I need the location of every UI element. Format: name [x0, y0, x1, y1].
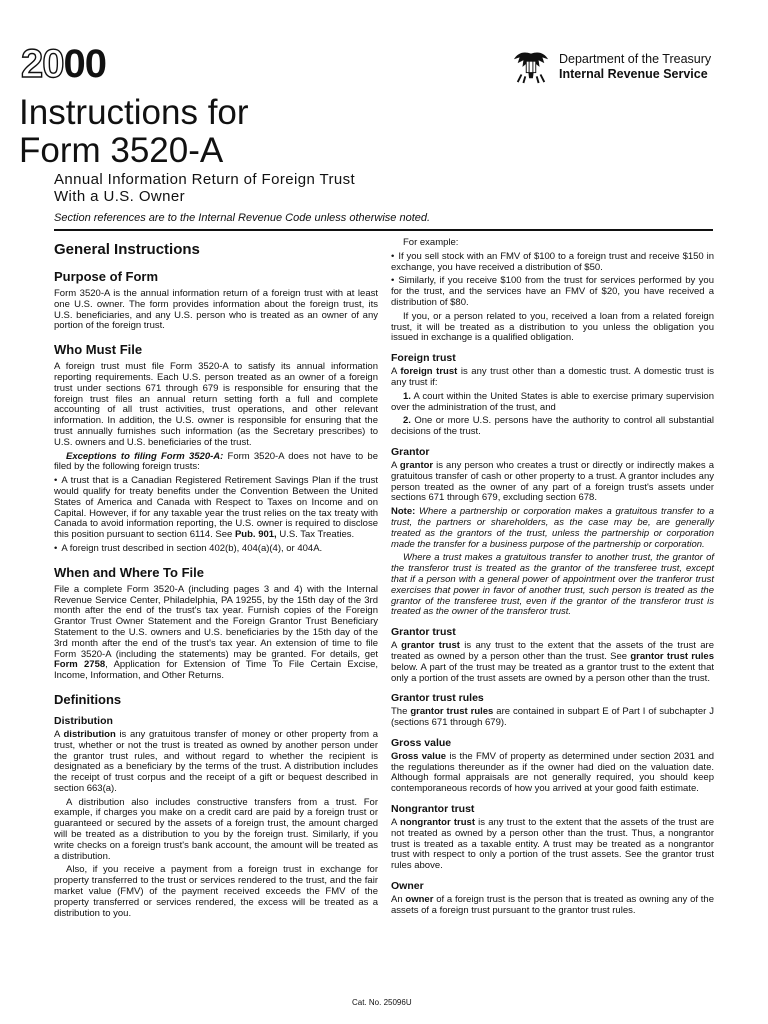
item-1-text: A court within the United States is able to exercise primary supervision over the administration of the trust, and [391, 390, 714, 413]
paragraph-who-must-file: A foreign trust must file Form 3520-A to satisfy its annual information reporting requirements. Each U.S. person treated as an owner of a foreign trust under sections 671 through 679 is responsible for ensuring that the foreign trust files an annual return setting forth a full and complete accounting of all trust activities, trust operations, and other relevant information. In addition, the U.S. owner is responsible for ensuring that the trust annually furnishes such information (as the Secretary prescribes) to U.S. owners and U.S. beneficiaries of the trust. [54, 361, 378, 448]
ng-a: A [391, 817, 401, 829]
gross-term: Gross value [391, 750, 447, 762]
gr-term: grantor [399, 459, 434, 471]
heading-grantor-trust-rules: Grantor trust rules [391, 692, 484, 705]
paragraph-owner [391, 895, 714, 917]
ft-b: is any trust other than a domestic trust. A domestic trust is any trust if: [391, 366, 714, 388]
when-text-b: , Application for Extension of Time To File Certain Excise, Income, Information, and Other Returns. [54, 659, 378, 682]
ow-term: owner [405, 894, 434, 906]
ow-b: of a foreign trust is the person that is treated as owning any of the assets of a foreign trust pursuant to the grantor trust rules. [391, 894, 714, 916]
subtitle-line-1: Annual Information Return of Foreign Trust [54, 171, 356, 188]
page-subtitle [54, 171, 355, 205]
paragraph-distribution-1 [54, 730, 378, 795]
when-text-a: File a complete Form 3520-A (including pages 3 and 4) with the Internal Revenue Service Center, Philadelphia, PA 19255, by the 15th day of the 3rd month after the end of the trust's tax year. Furnish copies of the Foreign Grantor Trust Owner Statement and the Foreign Grantor Trust Beneficiary Statement to the U.S. owners and U.S. beneficiaries by the 15th day of the 3rd month after the end of the trust's tax year. An extension of time to file Form 3520-A (including the statements) may be granted. For details, get [54, 583, 378, 660]
dist-a: A [54, 728, 64, 740]
title-line-1: Instructions for [19, 93, 249, 132]
ft-term: foreign trust [400, 366, 458, 378]
gt-term-2: grantor trust rules [630, 650, 714, 662]
numbered-item-2 [391, 416, 714, 438]
gr-b: is any person who creates a trust or directly or indirectly makes a gratuitous transfer of cash or other property to a trust. A grantor includes any person treated as the owner of any part of a foreign trust's assets under sections 671 through 679, excluding section 678. [391, 459, 714, 504]
gtr-a: The [391, 706, 411, 718]
paragraph-grantor [391, 461, 714, 504]
ow-a: An [391, 894, 406, 906]
section-reference-note: Section references are to the Internal Revenue Code unless otherwise noted. [54, 212, 431, 224]
header-divider [54, 229, 713, 231]
item-1-number: 1. [403, 390, 411, 402]
catalog-number: Cat. No. 25096U [352, 998, 412, 1007]
numbered-item-1 [391, 392, 714, 414]
dist-b: is any gratuitous transfer of money or other property from a trust, whether or not the trust is treated as owned by another person under the grantor trust rules, and without regard to whether the recipient is designated as a beneficiary by the terms of the trust. A distribution includes the receipt of trust corpus and the receipt of a gift or bequest described in section 663(a). [54, 728, 379, 794]
form-year: 2000 [21, 42, 106, 86]
ft-a: A [391, 366, 401, 378]
heading-when-where: When and Where To File [54, 564, 204, 580]
paragraph-loan: If you, or a person related to you, received a loan from a related foreign trust, it will be treated as a distribution to you unless the obligation you issued in exchange is a qualified obligation. [391, 310, 714, 344]
note-label: Note: [391, 506, 416, 518]
heading-definitions: Definitions [54, 691, 122, 707]
paragraph-distribution-2: A distribution also includes constructive transfers from a trust. For example, if charges you make on a credit card are paid by a foreign trust or guaranteed or secured by the assets of a foreign trust, the amount charged will be treated as a distribution to you by the foreign trust. Similarly, if you write checks on a foreign trust's bank account, the amount will be treated as a distribution. [54, 796, 378, 862]
item-2-text: One or more U.S. persons have the authority to control all substantial decisions of the trust. [391, 415, 714, 438]
gr-a: A [391, 459, 400, 471]
item-2-number: 2. [403, 415, 411, 427]
note-2-text: Where a trust makes a gratuitous transfer to another trust, the grantor of the transferor trust is treated as the grantor of the transferee trust, except that if a person with a general power of appointment over the tranferor trust exercises that power in favor of another trust, such person is treated as the grantor of the transferee trust, even if the grantor of the transferor trust is treated as the owner of the transferor trust. [391, 552, 714, 618]
page-title [19, 94, 249, 170]
heading-foreign-trust: Foreign trust [391, 352, 456, 365]
dept-line-treasury: Department of the Treasury [559, 52, 712, 66]
gtr-b: are contained in subpart E of Part I of subchapter J (sections 671 through 679). [391, 706, 714, 729]
department-name [559, 52, 711, 82]
heading-grantor-trust: Grantor trust [391, 626, 456, 639]
heading-distribution: Distribution [54, 714, 113, 727]
bullet-1-pub: Pub. 901, [234, 529, 277, 541]
paragraph-note [391, 507, 714, 550]
heading-who-must-file: Who Must File [54, 342, 143, 358]
paragraph-grantor-trust-rules [391, 707, 714, 729]
gt-b: is any trust to the extent that the assets of the trust are treated as owned by a person other than the trust. See [391, 640, 714, 662]
gtr-term: grantor trust rules [410, 706, 494, 718]
paragraph-exceptions [54, 452, 378, 474]
bullet-sell-stock: • If you sell stock with an FMV of $100 to a foreign trust and receive $150 in exchange, you have received a distribution of $50. [391, 252, 714, 274]
heading-owner: Owner [391, 880, 424, 893]
gt-c: below. A part of the trust may be treated as a grantor trust to the extent that only a portion of the trust assets are owned by a person other than the trust. [391, 661, 714, 684]
right-column [391, 238, 714, 920]
title-line-2: Form 3520-A [19, 131, 224, 170]
paragraph-when-where [54, 585, 378, 682]
ng-term: nongrantor trust [400, 817, 475, 829]
dist-term: distribution [63, 728, 116, 740]
bullet-canadian-rrsp [54, 476, 378, 541]
paragraph-distribution-3: Also, if you receive a payment from a foreign trust in exchange for property transferred to the trust or services rendered to the trust, and the fair market value (FMV) of the payment received exceeds the FMV of the property transferred or services rendered, the excess will be treated as a distribution to you. [54, 864, 378, 919]
paragraph-gross-value [391, 752, 714, 795]
paragraph-purpose: Form 3520-A is the annual information return of a foreign trust with at least one U.S. owner. The form provides information about the foreign trust, its U.S. beneficiaries, and any U.S. person who is treated as an owner of any portion of the foreign trust. [54, 288, 378, 332]
when-form-2758: Form 2758 [54, 659, 106, 671]
bullet-1-text: A trust that is a Canadian Registered Retirement Savings Plan if the trust would qualify for treaty benefits under the Convention Between the United States of America and Canada with Respect to Taxes on Income and on Capital. However, if for any taxable year the trust relies on the tax treaty with Canada to avoid information reporting, the U.S. owner is required to disclose this position pursuant to section 6114. See [54, 475, 378, 541]
irs-eagle-logo-icon [512, 46, 550, 84]
exceptions-label: Exceptions to filing Form 3520-A: [66, 450, 224, 462]
heading-purpose-of-form: Purpose of Form [54, 269, 159, 284]
heading-grantor: Grantor [391, 445, 430, 458]
paragraph-grantor-trust [391, 641, 714, 684]
note-text: Where a partnership or corporation makes a gratuitous transfer to a trust, the partners or shareholders, as the case may be, are generally treated as the grantors of the trust, unless the partnership or corporation made the transfer for a business purpose of the partnership or corporation. [391, 506, 714, 550]
heading-nongrantor-trust: Nongrantor trust [391, 803, 475, 816]
paragraph-for-example: For example: [403, 237, 459, 248]
gross-b: is the FMV of property as determined under section 2031 and the regulations thereunder as if the owner had died on the valuation date. Although formal appraisals are not generally required, you should keep contemporaneous records of how you arrived at your good faith estimate. [391, 750, 715, 795]
heading-gross-value: Gross value [391, 736, 452, 749]
paragraph-note-2 [391, 553, 714, 618]
paragraph-foreign-trust [391, 367, 714, 389]
exceptions-text: Form 3520-A does not have to be filed by the following foreign trusts: [54, 450, 378, 473]
gt-term: grantor trust [401, 640, 460, 652]
gt-a: A [391, 640, 402, 652]
paragraph-nongrantor-trust [391, 818, 714, 872]
heading-general-instructions: General Instructions [54, 241, 200, 258]
subtitle-line-2: With a U.S. Owner [54, 188, 185, 205]
bullet-services: • Similarly, if you receive $100 from the trust for services performed by you for the trust, and the services have an FMV of $20, you have received a distribution of $80. [391, 276, 714, 308]
left-column [54, 238, 378, 922]
bullet-1-end: U.S. Tax Treaties. [276, 529, 355, 541]
bullet-section-402b: • A foreign trust described in section 402(b), 404(a)(4), or 404A. [54, 544, 378, 555]
ng-b: is any trust to the extent that the assets of the trust are not treated as owned by a person other than the trust. Thus, a nongrantor trust is treated as a taxable entity. A trust may be treated as a nongrantor trust with respect to only a portion of the trust assets. See the grantor trust rules above. [391, 817, 714, 872]
dept-line-irs: Internal Revenue Service [559, 67, 708, 81]
